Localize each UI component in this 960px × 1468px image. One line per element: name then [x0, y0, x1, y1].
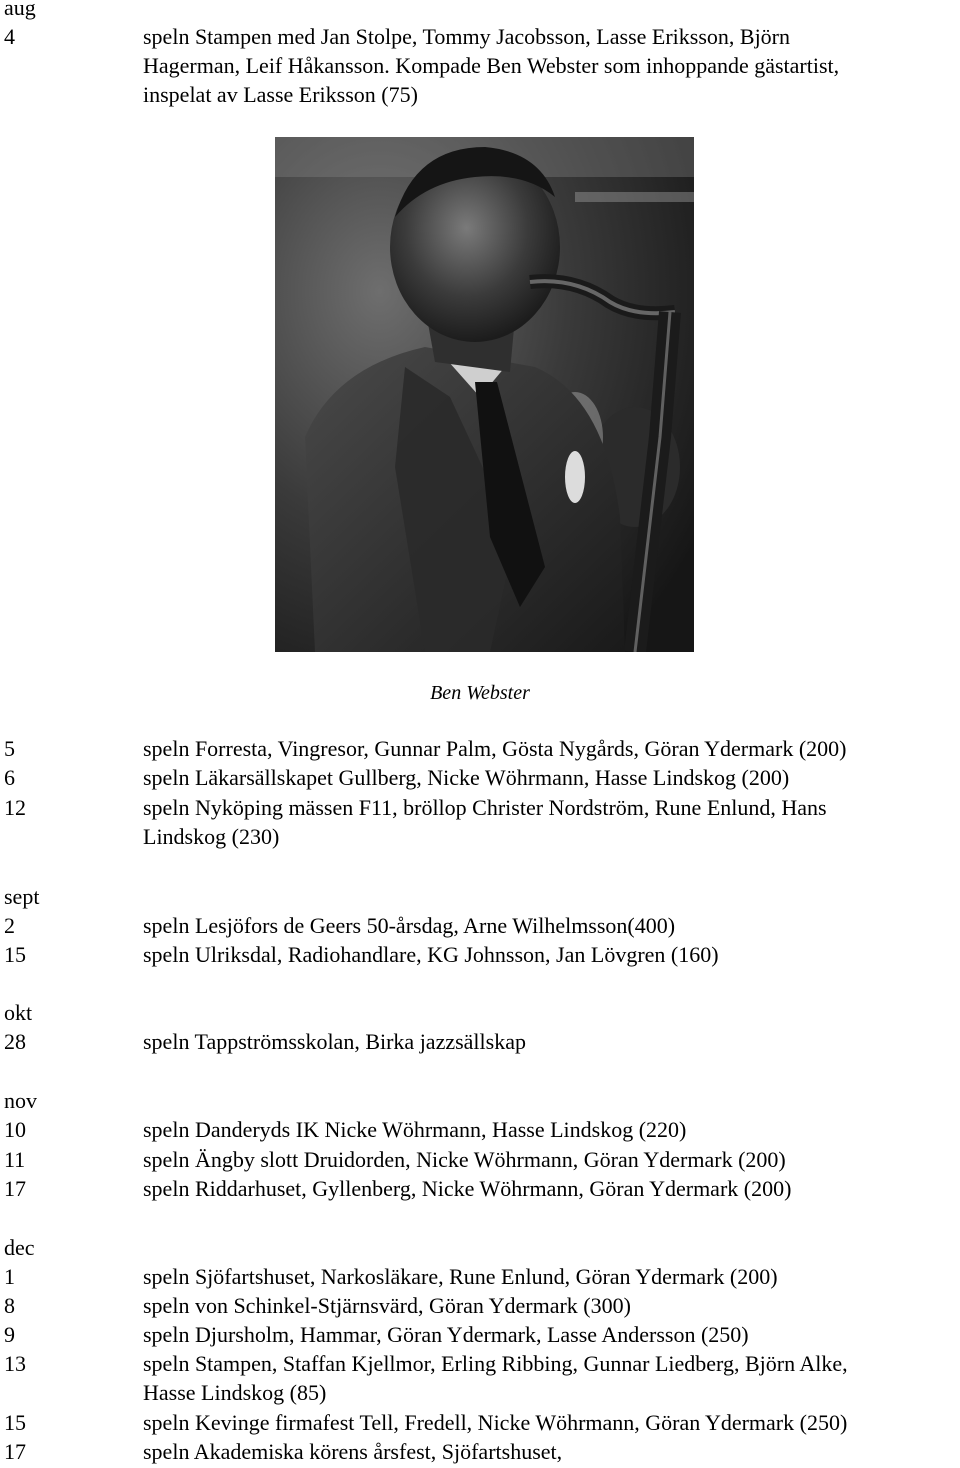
entry-text: [143, 1145, 958, 1174]
entry-text: [143, 1291, 958, 1320]
entry-line: speln Läkarsällskapet Gullberg, Nicke Wöhrmann, Hasse Lindskog (200): [143, 765, 790, 790]
entry-text: [143, 22, 958, 109]
month-heading-okt: okt: [4, 1000, 33, 1025]
month-heading-sept: sept: [4, 884, 40, 909]
entry-day: 13: [4, 1351, 26, 1376]
entry-line: speln Akademiska körens årsfest, Sjöfartshuset,: [143, 1439, 563, 1464]
entry-day: 17: [4, 1176, 26, 1201]
entry-line: speln Sjöfartshuset, Narkosläkare, Rune Enlund, Göran Ydermark (200): [143, 1264, 778, 1289]
entry-text: [143, 793, 958, 851]
entry-day: 2: [4, 913, 15, 938]
entry-day: 11: [4, 1147, 26, 1172]
entry-line: Hasse Lindskog (85): [143, 1380, 327, 1405]
entry-text: [143, 763, 958, 792]
entry-day: 1: [4, 1264, 15, 1289]
ben-webster-photo: [275, 137, 694, 652]
entry-day: 28: [4, 1029, 26, 1054]
month-heading-dec: dec: [4, 1235, 35, 1260]
entry-text: [143, 1437, 958, 1466]
entry-text: [143, 1349, 958, 1407]
entry-line: inspelat av Lasse Eriksson (75): [143, 82, 418, 107]
entry-text: [143, 1408, 958, 1437]
entry-line: speln Forresta, Vingresor, Gunnar Palm, Gösta Nygårds, Göran Ydermark (200): [143, 736, 847, 761]
entry-line: Lindskog (230): [143, 824, 280, 849]
entry-text: [143, 940, 958, 969]
photo-caption: Ben Webster: [430, 682, 530, 704]
entry-day: 8: [4, 1293, 15, 1318]
entry-day: 15: [4, 942, 26, 967]
entry-day: 5: [4, 736, 15, 761]
entry-text: [143, 1174, 958, 1203]
entry-line: speln Kevinge firmafest Tell, Fredell, Nicke Wöhrmann, Göran Ydermark (250): [143, 1410, 848, 1435]
entry-line: speln Stampen, Staffan Kjellmor, Erling Ribbing, Gunnar Liedberg, Björn Alke,: [143, 1351, 848, 1376]
entry-day: 6: [4, 765, 15, 790]
entry-line: speln Stampen med Jan Stolpe, Tommy Jacobsson, Lasse Eriksson, Björn: [143, 24, 791, 49]
entry-line: Hagerman, Leif Håkansson. Kompade Ben Webster som inhoppande gästartist,: [143, 53, 840, 78]
entry-day: 12: [4, 795, 26, 820]
entry-line: speln Nyköping mässen F11, bröllop Christer Nordström, Rune Enlund, Hans: [143, 795, 827, 820]
entry-day: 10: [4, 1117, 26, 1142]
entry-line: speln Ulriksdal, Radiohandlare, KG Johnsson, Jan Lövgren (160): [143, 942, 719, 967]
entry-line: speln Danderyds IK Nicke Wöhrmann, Hasse Lindskog (220): [143, 1117, 687, 1142]
entry-text: [143, 1262, 958, 1291]
entry-text: [143, 1027, 958, 1056]
entry-text: [143, 1320, 958, 1349]
entry-line: speln Riddarhuset, Gyllenberg, Nicke Wöhrmann, Göran Ydermark (200): [143, 1176, 792, 1201]
entry-day: 9: [4, 1322, 15, 1347]
entry-day: 4: [4, 24, 15, 49]
entry-line: speln Lesjöfors de Geers 50-årsdag, Arne Wilhelmsson(400): [143, 913, 676, 938]
entry-line: speln Tappströmsskolan, Birka jazzsällskap: [143, 1029, 526, 1054]
entry-line: speln Djursholm, Hammar, Göran Ydermark, Lasse Andersson (250): [143, 1322, 749, 1347]
month-heading-aug: aug: [4, 0, 36, 20]
entry-text: [143, 911, 958, 940]
entry-text: [143, 1115, 958, 1144]
entry-line: speln von Schinkel-Stjärnsvärd, Göran Ydermark (300): [143, 1293, 631, 1318]
entry-text: [143, 734, 958, 763]
entry-line: speln Ängby slott Druidorden, Nicke Wöhrmann, Göran Ydermark (200): [143, 1147, 786, 1172]
month-heading-nov: nov: [4, 1088, 37, 1113]
entry-day: 17: [4, 1439, 26, 1464]
entry-day: 15: [4, 1410, 26, 1435]
